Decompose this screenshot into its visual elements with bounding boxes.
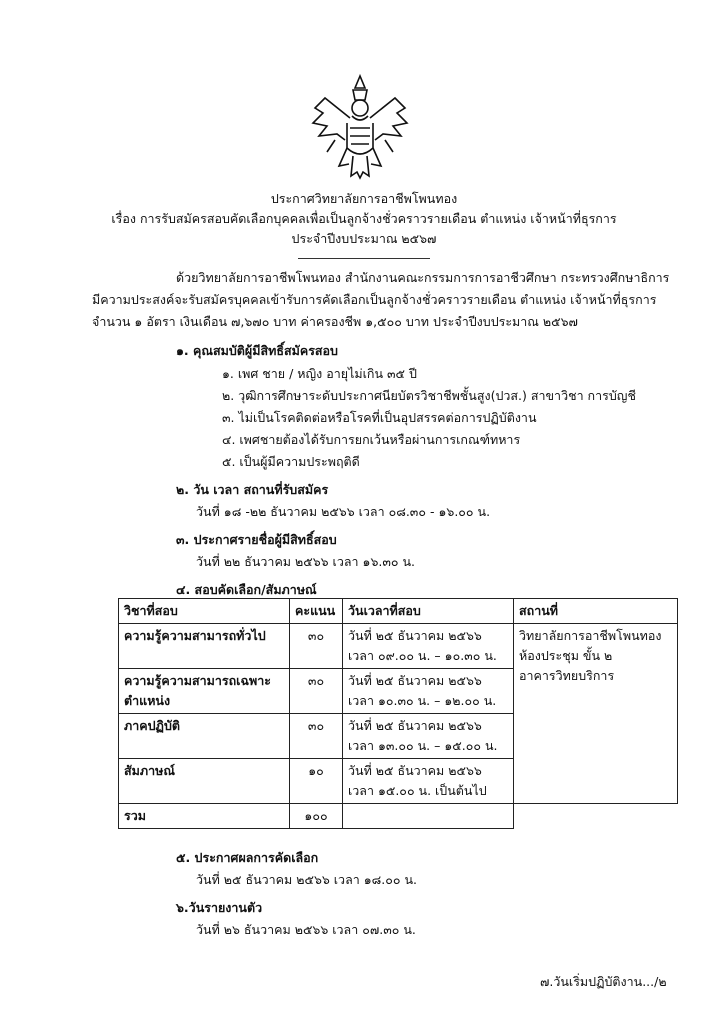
report-date: วันที่ ๒๖ ธันวาคม ๒๕๖๖ เวลา ๐๗.๓๐ น.: [196, 922, 416, 937]
exam-time: เวลา ๑๓.๐๐ น. – ๑๕.๐๐ น.: [348, 738, 498, 753]
empty-cell: [514, 804, 678, 829]
qualification-item: ๑. เพศ ชาย / หญิง อายุไม่เกิน ๓๕ ปี: [222, 366, 417, 381]
section-1-heading: ๑. คุณสมบัติผู้มีสิทธิ์สมัครสอบ: [176, 343, 338, 358]
column-header-datetime: วันเวลาที่สอบ: [343, 599, 514, 624]
exam-subject: ภาคปฏิบัติ: [119, 714, 290, 759]
exam-score: ๓๐: [290, 624, 343, 669]
place-line: ห้องประชุม ขั้น ๒: [519, 648, 613, 663]
exam-schedule-table: [118, 598, 678, 829]
exam-date: วันที่ ๒๕ ธันวาคม ๒๕๖๖: [348, 628, 482, 643]
exam-score: ๓๐: [290, 714, 343, 759]
table-header-row: [119, 599, 678, 624]
candidate-list-date: วันที่ ๒๒ ธันวาคม ๒๕๖๖ เวลา ๑๖.๓๐ น.: [196, 554, 416, 569]
table-row: [119, 624, 678, 669]
place-line: วิทยาลัยการอาชีพโพนทอง: [519, 628, 662, 643]
result-announcement-date: วันที่ ๒๕ ธันวาคม ๒๕๖๖ เวลา ๑๘.๐๐ น.: [196, 872, 418, 887]
intro-line-1: ด้วยวิทยาลัยการอาชีพโพนทอง สำนักงานคณะกรรมการการอาชีวศึกษา กระทรวงศึกษาธิการ: [176, 270, 670, 285]
section-5-heading: ๕. ประกาศผลการคัดเลือก: [176, 850, 319, 865]
qualification-item: ๔. เพศชายต้องได้รับการยกเว้นหรือผ่านการเกณฑ์ทหาร: [222, 432, 521, 447]
title-divider: [298, 258, 430, 259]
application-period: วันที่ ๑๘ -๒๒ ธันวาคม ๒๕๖๖ เวลา ๐๘.๓๐ - ๑๖.๐๐ น.: [196, 504, 491, 519]
total-label: รวม: [119, 804, 290, 829]
table-total-row: [119, 804, 678, 829]
empty-cell: [343, 804, 514, 829]
qualification-item: ๓. ไม่เป็นโรคติดต่อหรือโรคที่เป็นอุปสรรคต่อการปฏิบัติงาน: [222, 410, 537, 425]
exam-time: เวลา ๑๕.๐๐ น. เป็นต้นไป: [348, 783, 487, 798]
column-header-place: สถานที่: [514, 599, 678, 624]
exam-date: วันที่ ๒๕ ธันวาคม ๒๕๖๖: [348, 673, 482, 688]
qualification-item: ๒. วุฒิการศึกษาระดับประกาศนียบัตรวิชาชีพชั้นสูง(ปวส.) สาขาวิชา การบัญชี: [222, 388, 636, 403]
exam-subject: ความรู้ความสามารถทั่วไป: [119, 624, 290, 669]
page-continuation: ๗.วันเริ่มปฏิบัติงาน.../๒: [540, 974, 667, 989]
announcement-title: ประกาศวิทยาลัยการอาชีพโพนทอง: [270, 191, 458, 206]
exam-date: วันที่ ๒๕ ธันวาคม ๒๕๖๖: [348, 763, 482, 778]
total-score: ๑๐๐: [290, 804, 343, 829]
section-4-heading: ๔. สอบคัดเลือก/สัมภาษณ์: [176, 582, 317, 597]
exam-date: วันที่ ๒๕ ธันวาคม ๒๕๖๖: [348, 718, 482, 733]
intro-line-3: จำนวน ๑ อัตรา เงินเดือน ๗,๖๗๐ บาท ค่าครองชีพ ๑,๕๐๐ บาท ประจำปีงบประมาณ ๒๕๖๗: [92, 314, 578, 329]
exam-datetime: [343, 669, 514, 714]
qualification-item: ๕. เป็นผู้มีความประพฤติดี: [222, 454, 360, 469]
exam-datetime: [343, 759, 514, 804]
column-header-score: คะแนน: [290, 599, 343, 624]
section-3-heading: ๓. ประกาศรายชื่อผู้มีสิทธิ์สอบ: [176, 532, 337, 547]
section-6-heading: ๖.วันรายงานตัว: [176, 900, 263, 915]
exam-datetime: [343, 714, 514, 759]
announcement-subject: เรื่อง การรับสมัครสอบคัดเลือกบุคคลเพื่อเป็นลูกจ้างชั่วคราวรายเดือน ตำแหน่ง เจ้าหน้าที่ธุรการ: [111, 211, 617, 226]
section-2-heading: ๒. วัน เวลา สถานที่รับสมัคร: [176, 482, 329, 497]
exam-time: เวลา ๑๐.๓๐ น. – ๑๒.๐๐ น.: [348, 693, 497, 708]
exam-time: เวลา ๐๙.๐๐ น. – ๑๐.๓๐ น.: [348, 648, 497, 663]
exam-score: ๓๐: [290, 669, 343, 714]
place-line: อาคารวิทยบริการ: [519, 668, 615, 683]
fiscal-year: ประจำปีงบประมาณ ๒๕๖๗: [291, 231, 437, 246]
exam-place: [514, 624, 678, 804]
exam-subject: ความรู้ความสามารถเฉพาะตำแหน่ง: [119, 669, 290, 714]
garuda-emblem-icon: [305, 68, 415, 183]
intro-line-2: มีความประสงค์จะรับสมัครบุคคลเข้ารับการคัดเลือกเป็นลูกจ้างชั่วคราวรายเดือน ตำแหน่ง เจ้าหน้าที่ธุรการ: [92, 292, 657, 307]
exam-score: ๑๐: [290, 759, 343, 804]
exam-subject: สัมภาษณ์: [119, 759, 290, 804]
column-header-subject: วิชาที่สอบ: [119, 599, 290, 624]
exam-datetime: [343, 624, 514, 669]
